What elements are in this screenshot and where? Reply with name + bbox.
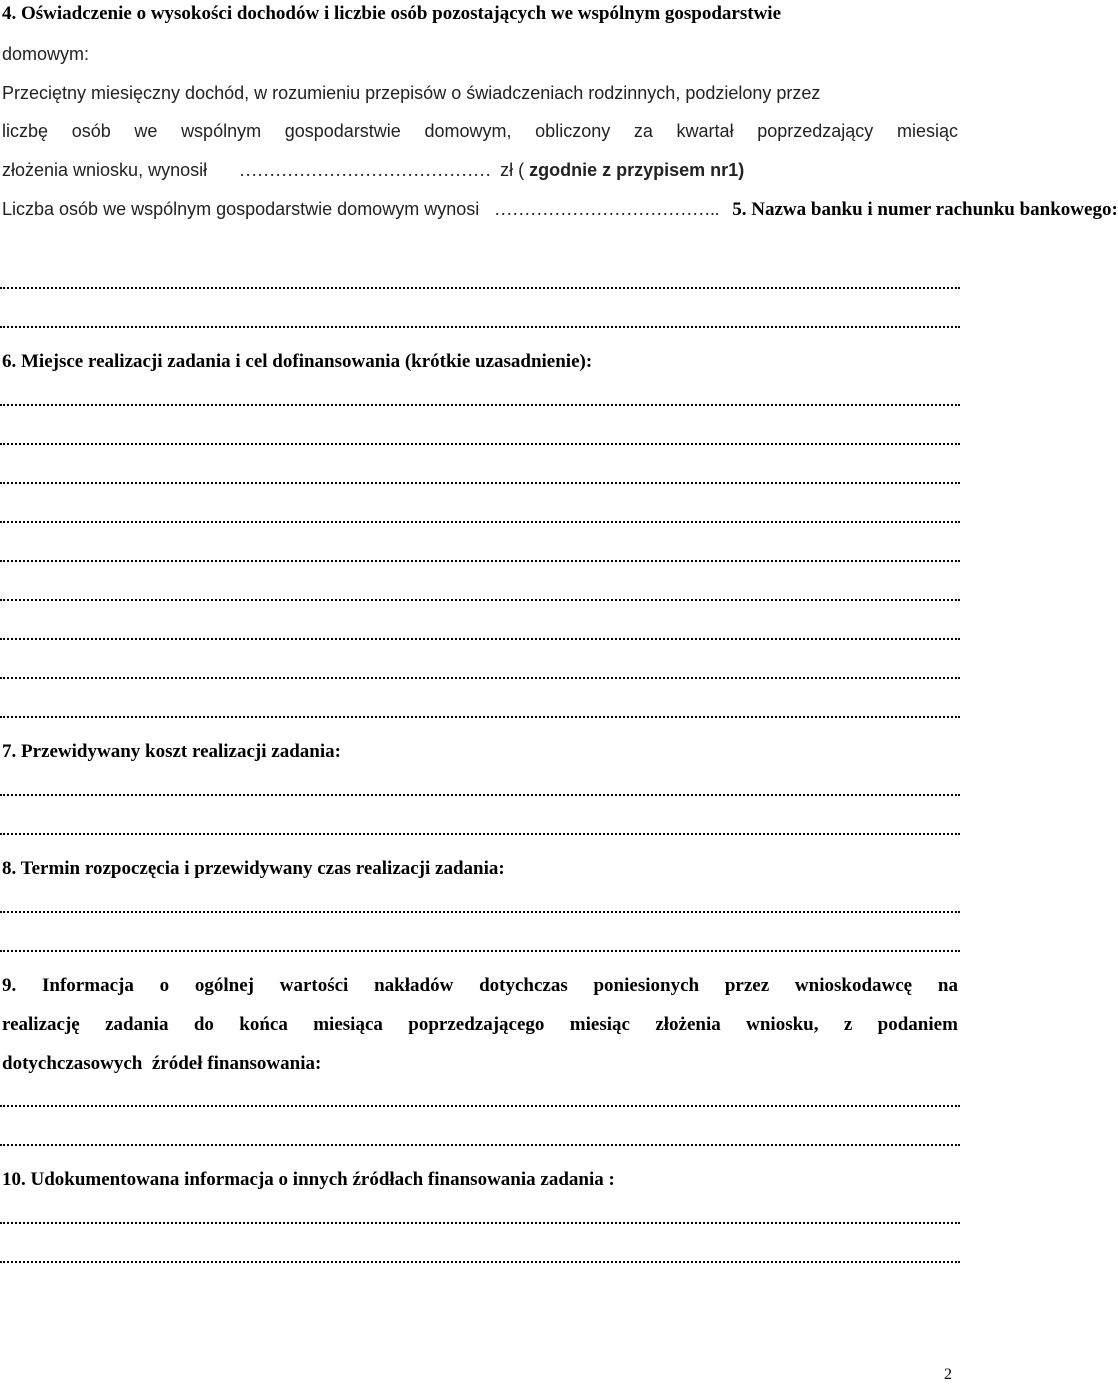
word: Informacja xyxy=(42,975,134,996)
schedule-answer-line[interactable] xyxy=(0,948,960,952)
section-10-title: 10. Udokumentowana informacja o innych źródłach finansowania zadania : xyxy=(2,1169,615,1190)
currency-label: zł ( xyxy=(500,160,525,180)
word: wniosku, xyxy=(746,1014,819,1035)
footnote-reference: zgodnie z przypisem nr1) xyxy=(529,160,745,180)
word: poprzedzający xyxy=(757,121,874,141)
purpose-answer-line[interactable] xyxy=(0,636,960,640)
purpose-answer-line[interactable] xyxy=(0,519,960,523)
purpose-answer-line[interactable] xyxy=(0,402,960,406)
word: podaniem xyxy=(877,1014,958,1035)
word: liczbę xyxy=(2,121,49,141)
page-number: 2 xyxy=(944,1366,952,1383)
word: 9. xyxy=(2,975,17,996)
other-funding-answer-line[interactable] xyxy=(0,1220,960,1224)
word: poniesionych xyxy=(593,975,700,996)
section-9-title-line-2 xyxy=(2,1013,958,1037)
word: realizację xyxy=(2,1014,80,1035)
purpose-answer-line[interactable] xyxy=(0,441,960,445)
expenses-answer-line[interactable] xyxy=(0,1142,960,1146)
income-amount-blank[interactable]: …………………………………… xyxy=(239,160,492,180)
cost-answer-line[interactable] xyxy=(0,831,960,835)
word: ogólnej xyxy=(194,975,254,996)
expenses-answer-line[interactable] xyxy=(0,1103,960,1107)
income-text-line-2 xyxy=(2,119,958,143)
section-4-title-line-2: domowym: xyxy=(2,44,90,64)
word: miesiąc xyxy=(896,121,958,141)
section-4-title-line-1: 4. Oświadczenie o wysokości dochodów i liczbie osób pozostających we wspólnym gospodarstwie xyxy=(2,3,782,24)
other-funding-answer-line[interactable] xyxy=(0,1259,960,1263)
bank-answer-line[interactable] xyxy=(0,324,960,328)
section-6-title: 6. Miejsce realizacji zadania i cel dofinansowania (krótkie uzasadnienie): xyxy=(2,351,593,372)
income-label: złożenia wniosku, wynosił xyxy=(2,160,208,180)
purpose-answer-line[interactable] xyxy=(0,480,960,484)
word: dotychczas xyxy=(479,975,568,996)
purpose-answer-line[interactable] xyxy=(0,714,960,718)
word: domowym, xyxy=(424,121,512,141)
bank-answer-line[interactable] xyxy=(0,285,960,289)
cost-answer-line[interactable] xyxy=(0,792,960,796)
word: na xyxy=(937,975,958,996)
word: złożenia xyxy=(655,1014,721,1035)
income-text-line-3 xyxy=(2,158,958,182)
word: nakładów xyxy=(374,975,454,996)
word: do xyxy=(193,1014,214,1035)
word: miesiąca xyxy=(313,1014,383,1035)
section-9-title-line-3: dotychczasowych źródeł finansowania: xyxy=(2,1053,322,1074)
word: gospodarstwie xyxy=(284,121,401,141)
purpose-answer-line[interactable] xyxy=(0,558,960,562)
word: z xyxy=(843,1014,853,1035)
word: przez xyxy=(724,975,770,996)
section-8-title: 8. Termin rozpoczęcia i przewidywany czas realizacji zadania: xyxy=(2,858,505,879)
word: o xyxy=(159,975,170,996)
section-5-title: 5. Nazwa banku i numer rachunku bankowego: xyxy=(732,199,1118,220)
word: wnioskodawcę xyxy=(794,975,913,996)
income-text-line-4 xyxy=(2,197,1118,222)
word: wspólnym xyxy=(181,121,262,141)
word: miesiąc xyxy=(569,1014,630,1035)
section-9-title-line-1 xyxy=(2,974,958,998)
word: we xyxy=(134,121,158,141)
income-text-line-1: Przeciętny miesięczny dochód, w rozumieniu przepisów o świadczeniach rodzinnych, podzielony przez xyxy=(2,83,821,103)
schedule-answer-line[interactable] xyxy=(0,909,960,913)
household-count-label: Liczba osób we wspólnym gospodarstwie domowym wynosi xyxy=(2,199,480,219)
word: wartości xyxy=(279,975,349,996)
word: za xyxy=(633,121,653,141)
word: osób xyxy=(71,121,111,141)
purpose-answer-line[interactable] xyxy=(0,675,960,679)
household-count-blank[interactable]: ……………………………….. xyxy=(494,199,720,219)
purpose-answer-line[interactable] xyxy=(0,597,960,601)
word: kwartał xyxy=(676,121,734,141)
word: zadania xyxy=(105,1014,169,1035)
word: poprzedzającego xyxy=(408,1014,545,1035)
word: obliczony xyxy=(535,121,611,141)
word: końca xyxy=(239,1014,288,1035)
section-7-title: 7. Przewidywany koszt realizacji zadania: xyxy=(2,741,341,762)
